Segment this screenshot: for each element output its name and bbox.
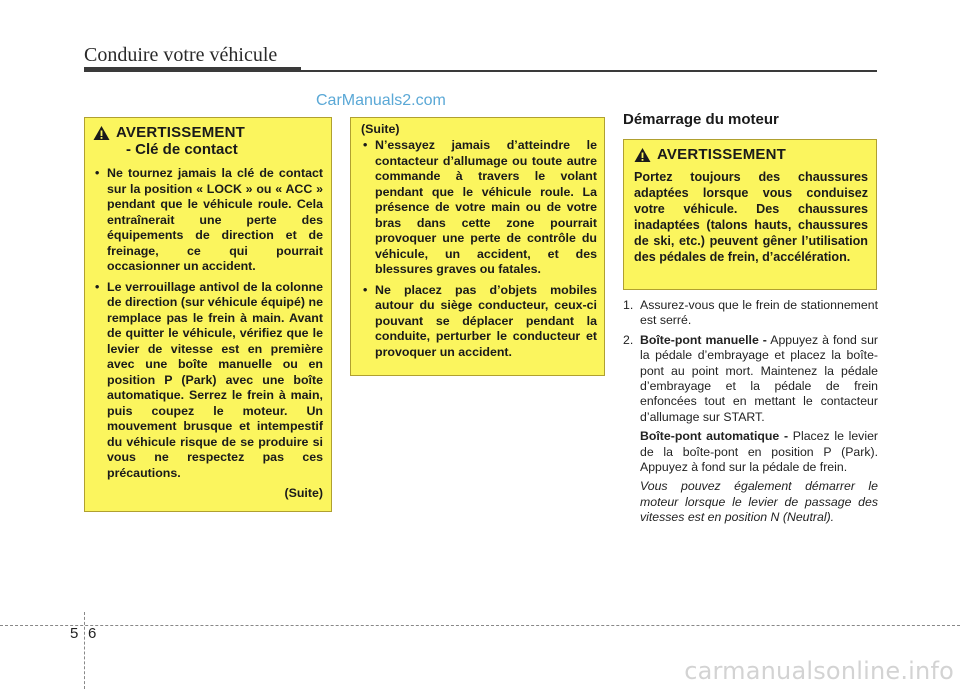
footer-divider (0, 625, 960, 626)
warning-list (361, 138, 597, 360)
step-2: 2. Boîte-pont manuelle - Appuyez à fond sur la pédale d’embrayage et placez la boîte-pont au point mort. Maintenez la pédale d’embrayage et la pédale de frein enfoncées tout en mettant le contacteur d’allumage sur START. (623, 332, 878, 424)
warning-box-ignition-key (84, 117, 332, 512)
list-item: • Ne tournez jamais la clé de contact sur la position « LOCK » ou « ACC » pendant que le véhicule roule. Cela entraînerait une perte des équipements de direction et de freinage, ce qui pourrait occasionner un accident. (95, 166, 323, 273)
warning-triangle-icon (634, 147, 651, 163)
header-rule (301, 70, 877, 72)
warning-title: AVERTISSEMENT (116, 124, 246, 141)
list-item: • N’essayez jamais d’atteindre le contacteur d’allumage ou toute autre commande à travers le volant pendant que le véhicule roule. La présence de votre main ou de votre bras dans cette zone pourrait provoquer une perte de contrôle du véhicule, un accident, et des blessures graves ou fatales. (363, 138, 597, 276)
watermark-bottom: carmanualsonline.info (684, 657, 954, 685)
footer-vertical-divider (84, 612, 85, 689)
neutral-note: Vous pouvez également démarrer le moteur lorsque le levier de passage des vitesses est en position N (Neutral). (640, 479, 878, 525)
section-title: Démarrage du moteur (623, 111, 779, 128)
warning-list (93, 166, 323, 481)
warning-subtitle: - Clé de contact (126, 141, 238, 158)
page-number: 6 (88, 625, 97, 642)
section-header (623, 111, 878, 128)
automatic-transaxle-paragraph: Boîte-pont automatique - Placez le levier de la boîte-pont en position P (Park). Appuyez à fond sur la pédale de frein. (640, 429, 879, 475)
warning-header (634, 146, 868, 163)
warning-header (93, 124, 323, 141)
start-engine-steps (623, 298, 878, 526)
continued-label: (Suite) (284, 486, 323, 500)
list-item: • Le verrouillage antivol de la colonne de direction (sur véhicule équipé) ne remplace pas le frein à main. Avant de quitter le véhicule, vérifiez que le levier de vitesse est en première avec une boîte manuelle ou en position P (Park) avec une boîte automatique. Serrez le frein à main, puis coupez le moteur. Un mouvement brusque et intempestif du véhicule risque de se produire si vous ne respectez pas ces précautions. (95, 279, 323, 480)
warning-box-continued (350, 117, 605, 376)
warning-title: AVERTISSEMENT (657, 146, 787, 163)
watermark-top: CarManuals2.com (316, 92, 446, 109)
continued-label: (Suite) (361, 122, 400, 136)
warning-text: Portez toujours des chaussures adaptées lorsque vous conduisez votre véhicule. Des chaussures inadaptées (talons hauts, chaussures de ski, etc.) peuvent gêner l’utilisation des pédales de frein, d’accélération. (634, 170, 868, 264)
chapter-number: 5 (70, 625, 79, 642)
step-1: 1. Assurez-vous que le frein de stationnement est serré. (623, 298, 878, 328)
page-header-title: Conduire votre véhicule (84, 44, 278, 66)
header-bar (84, 67, 301, 72)
list-item: • Ne placez pas d’objets mobiles autour du siège conducteur, ceux-ci pouvant se déplacer pendant la conduite, perturber le conducteur et provoquer un accident. (363, 282, 597, 359)
warning-box-shoes (623, 139, 877, 290)
warning-triangle-icon (93, 125, 110, 141)
